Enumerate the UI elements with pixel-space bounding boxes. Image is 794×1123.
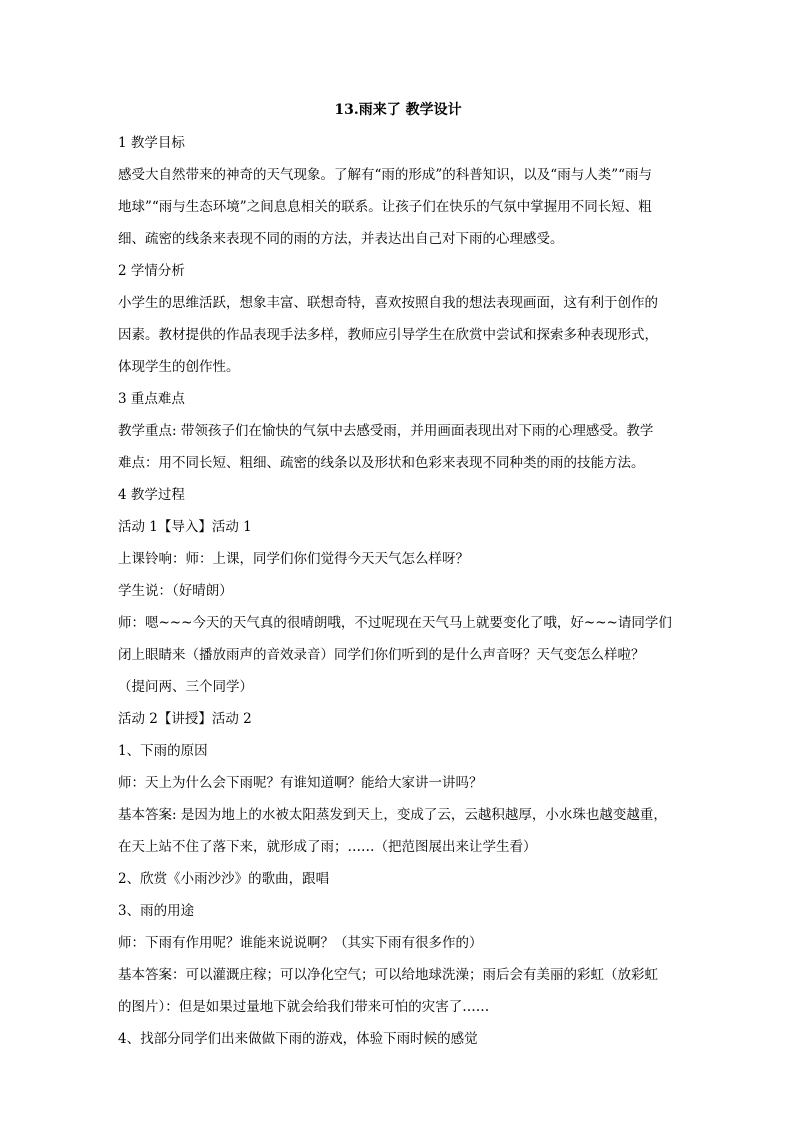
text-line: 在天上站不住了落下来，就形成了雨；……（把范图展出来让学生看） bbox=[118, 839, 537, 855]
document-page bbox=[118, 100, 678, 1049]
text-line: 上课铃响：师：上课，同学们你们觉得今天天气怎么样呀？ bbox=[118, 551, 469, 567]
text-line: 细、疏密的线条来表现不同的雨的方法，并表达出自己对下雨的心理感受。 bbox=[118, 231, 564, 247]
document-body bbox=[118, 133, 678, 1049]
text-line: 闭上眼睛来（播放雨声的音效录音）同学们你们听到的是什么声音呀？天气变怎么样啦？ bbox=[118, 647, 645, 663]
text-line: 师：嗯~~~今天的天气真的很晴朗哦，不过呢现在天气马上就要变化了哦，好~~~请同学们 bbox=[118, 615, 672, 631]
text-line: 4 教学过程 bbox=[118, 487, 185, 503]
text-line: 地球”“雨与生态环境”之间息息相关的联系。让孩子们在快乐的气氛中掌握用不同长短、粗 bbox=[118, 199, 652, 215]
text-line: （提问两、三个同学） bbox=[118, 679, 253, 695]
text-line: 感受大自然带来的神奇的天气现象。了解有“雨的形成”的科普知识，以及“雨与人类”“雨与 bbox=[118, 167, 653, 183]
text-line: 小学生的思维活跃，想象丰富、联想奇特，喜欢按照自我的想法表现画面，这有利于创作的 bbox=[118, 295, 658, 311]
text-line: 活动 1【导入】活动 1 bbox=[118, 519, 252, 535]
text-line: 基本答案: 是因为地上的水被太阳蒸发到天上，变成了云，云越积越厚，小水珠也越变越重， bbox=[118, 807, 667, 823]
text-line: 难点：用不同长短、粗细、疏密的线条以及形状和色彩来表现不同种类的雨的技能方法。 bbox=[118, 455, 645, 471]
text-line: 活动 2【讲授】活动 2 bbox=[118, 711, 252, 727]
text-line: 基本答案：可以灌溉庄稼；可以净化空气；可以给地球洗澡；雨后会有美丽的彩虹（放彩虹 bbox=[118, 967, 658, 983]
text-line: 1、下雨的原因 bbox=[118, 743, 208, 759]
text-line: 的图片）：但是如果过量地下就会给我们带来可怕的灾害了…… bbox=[118, 999, 490, 1015]
text-line: 因素。教材提供的作品表现手法多样，教师应引导学生在欣赏中尝试和探索多种表现形式， bbox=[118, 327, 658, 343]
text-line: 师：天上为什么会下雨呢？有谁知道啊？能给大家讲一讲吗？ bbox=[118, 775, 483, 791]
text-line: 2、欣赏《小雨沙沙》的歌曲，跟唱 bbox=[118, 871, 330, 887]
text-line: 2 学情分析 bbox=[118, 263, 185, 279]
text-line: 教学重点: 带领孩子们在愉快的气氛中去感受雨，并用画面表现出对下雨的心理感受。教学 bbox=[118, 423, 654, 439]
text-line: 学生说：（好晴朗） bbox=[118, 583, 233, 599]
text-line: 4、找部分同学们出来做做下雨的游戏，体验下雨时候的感觉 bbox=[118, 1031, 478, 1047]
text-line: 3 重点难点 bbox=[118, 391, 185, 407]
text-line: 体现学生的创作性。 bbox=[118, 359, 240, 375]
document-title: 13.雨来了 教学设计 bbox=[334, 102, 462, 118]
text-line: 师：下雨有作用呢？谁能来说说啊？（其实下雨有很多作的） bbox=[118, 935, 483, 951]
text-line: 3、雨的用途 bbox=[118, 903, 195, 919]
text-line: 1 教学目标 bbox=[118, 135, 185, 151]
